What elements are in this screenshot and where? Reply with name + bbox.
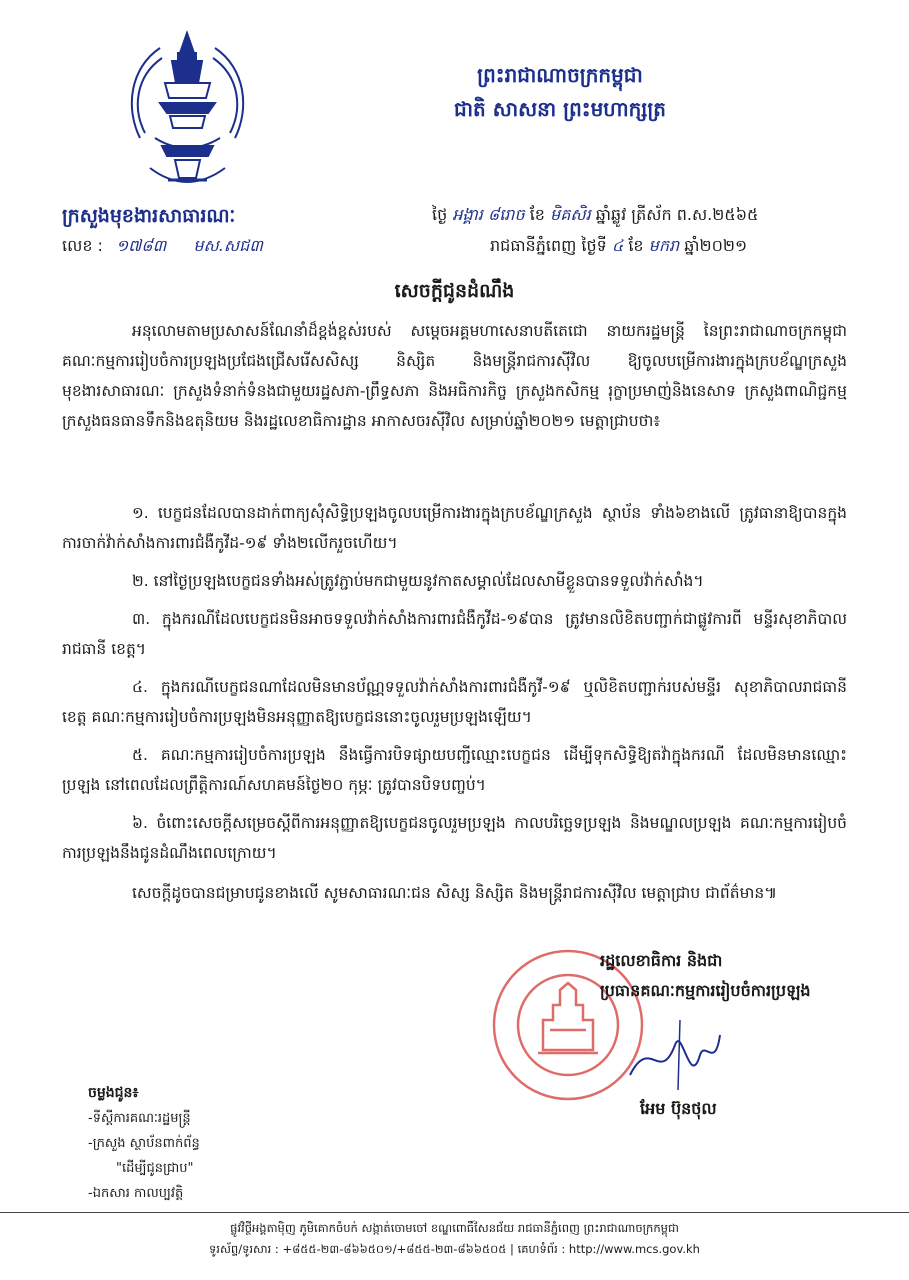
- solar-date-suffix: ឆ្នាំ២០២១: [684, 236, 748, 255]
- lunar-date-month-label: ខែ: [529, 205, 545, 224]
- intro-text: អនុលោមតាមប្រសាសន៍ណែនាំដ៏ខ្ពង់ខ្ពស់របស់ សម្ដេចអគ្គមហាសេនាបតីតេជោ នាយករដ្ឋមន្ត្រី នៃព្រះរាជាណាចក្រកម្ពុជា គណៈកម្មការរៀបចំការប្រឡងប្រជែងជ្រើសរើសសិស្ស និស្សិត និងមន្ត្រីរាជការស៊ីវិល ឱ្យចូលបម្រើការងារក្នុងក្របខ័ណ្ឌក្រសួងមុខងារសាធារណៈ ក្រសួងទំនាក់ទំនងជាមួយរដ្ឋសភា-ព្រឹទ្ធសភា និងអធិការកិច្ច ក្រសួងកសិកម្ម រុក្ខាប្រមាញ់និងនេសាទ ក្រសួងពាណិជ្ជកម្ម ក្រសួងធនធានទឹកនិងឧតុនិយម និងរដ្ឋលេខាធិការដ្ឋាន អាកាសចរស៊ីវិល សម្រាប់ឆ្នាំ២០២១ មេត្តាជ្រាបថា៖: [62, 322, 847, 430]
- lunar-date: [432, 204, 758, 228]
- footer: [0, 1218, 909, 1260]
- ministry-name: ក្រសួងមុខងារសាធារណៈ: [62, 205, 236, 227]
- solar-month-handwritten: មករា: [648, 236, 680, 255]
- kingdom-name: ព្រះរាជាណាចក្រកម្ពុជា: [477, 63, 643, 87]
- signatory-title-text: រដ្ឋលេខាធិការ និងជា: [600, 951, 723, 970]
- lunar-date-prefix: ថ្ងៃ: [432, 205, 448, 224]
- lunar-date-suffix: ឆ្នាំឆ្លូវ ត្រីស័ក ព.ស.២៥៦៥: [595, 205, 759, 224]
- solar-date: [490, 235, 747, 259]
- reference-value: ១៧៨៣: [116, 236, 167, 255]
- footer-divider: [0, 1212, 909, 1213]
- notice-item: ៦. ចំពោះសេចក្ដីសម្រេចស្ដីពីការអនុញ្ញាតឱ្យបេក្ខជនចូលរួមប្រឡង កាលបរិច្ឆេទប្រឡង និងមណ្ឌលប្រឡង គណៈកម្មការរៀបចំការប្រឡងនឹងជូនដំណឹងពេលក្រោយ។: [62, 814, 847, 862]
- signatory-name: អែម ប៊ុនថុល: [640, 1099, 717, 1118]
- cc-list: [88, 1106, 200, 1206]
- notice-item: ១. បេក្ខជនដែលបានដាក់ពាក្យសុំសិទ្ធិប្រឡងចូលបម្រើការងារក្នុងក្របខ័ណ្ឌក្រសួង ស្ថាប័ន ទាំង៦ខាងលើ ត្រូវធានាឱ្យបានក្នុងការចាក់វ៉ាក់សាំងការពារជំងឺកូវីដ-១៩ ទាំង២លើករួចហើយ។: [62, 504, 847, 552]
- lunar-month-handwritten: មិគសិរ: [550, 205, 591, 224]
- national-motto: ជាតិ សាសនា ព្រះមហាក្សត្រ: [454, 97, 666, 121]
- solar-date-month-label: ខែ: [628, 236, 644, 255]
- footer-address: ផ្លូវវិថ្ថីអង្គតាម៉ិញ ភូមិគោកចំបក់ សង្កាត់ចោមចៅ ខណ្ឌពោធិ៍សែនជ័យ រាជធានីភ្នំពេញ ព្រះរាជាណាចក្រកម្ពុជា: [230, 1221, 679, 1235]
- cc-item: -ឯកសារ កាលប្បវត្តិ: [88, 1186, 184, 1201]
- reference-suffix: មស.សជ៣: [193, 236, 263, 255]
- cc-title: ចម្លងជូន៖: [88, 1085, 139, 1101]
- solar-day-handwritten: ៤: [611, 236, 624, 255]
- intro-paragraph: [62, 316, 847, 436]
- notice-item: ៤. ក្នុងករណីបេក្ខជនណាដែលមិនមានប័ណ្ណទទួលវ៉ាក់សាំងការពារជំងឺកូវី-១៩ ឬលិខិតបញ្ជាក់របស់មន្ទីរ សុខាភិបាលរាជធានី ខេត្ត គណៈកម្មការរៀបចំការប្រឡងមិនអនុញ្ញាតឱ្យបេក្ខជននោះចូលរួមប្រឡងឡើយ។: [62, 678, 847, 726]
- reference-label: លេខ :: [62, 236, 103, 255]
- notice-items: [62, 498, 847, 876]
- reference-number: [62, 235, 277, 259]
- lunar-date-handwritten: អង្គារ ៨រោច: [452, 205, 525, 224]
- notice-item: ៣. ក្នុងករណីដែលបេក្ខជនមិនអាចទទួលវ៉ាក់សាំងការពារជំងឺកូវីដ-១៩បាន ត្រូវមានលិខិតបញ្ជាក់ជាផ្លូវការពី មន្ទីរសុខាភិបាលរាជធានី ខេត្ត។: [62, 610, 847, 658]
- royal-emblem-logo: [120, 28, 255, 198]
- closing-text: សេចក្ដីដូចបានជម្រាបជូនខាងលើ សូមសាធារណៈជន សិស្ស និស្សិត និងមន្ត្រីរាជការស៊ីវិល មេត្តាជ្រាប ជាព័ត៌មាន៕: [132, 884, 778, 902]
- closing-paragraph: [62, 878, 847, 908]
- handwritten-signature: [620, 1015, 730, 1095]
- footer-contact: ទូរស័ព្ទ/ទូរសារ : +៨៥៥-២៣-៨៦៦៥០១/+៨៥៥-២៣-៨៦៦៥០៥ | គេហទំព័រ : http://www.mcs.gov.kh: [209, 1242, 700, 1256]
- signatory-title-line1: [600, 950, 722, 974]
- solar-date-prefix: រាជធានីភ្នំពេញ ថ្ងៃទី: [490, 236, 607, 255]
- cc-item: -ទីស្ដីការគណៈរដ្ឋមន្ត្រី: [88, 1111, 191, 1126]
- notice-item: ៥. គណៈកម្មការរៀបចំការប្រឡង នឹងធ្វើការបិទផ្សាយបញ្ជីឈ្មោះបេក្ខជន ដើម្បីទុកសិទ្ធិឱ្យតវ៉ាក្នុងករណី ដែលមិនមានឈ្មោះប្រឡង នៅពេលដែលព្រឹត្តិការណ៍សហគមន៍ថ្ងៃ២០ កុម្ភៈ ត្រូវបានបិទបញ្ចប់។: [62, 746, 847, 794]
- cc-item: "ដើម្បីជូនជ្រាប": [116, 1161, 194, 1176]
- cc-item: -ក្រសួង ស្ថាប័នពាក់ព័ន្ធ: [88, 1136, 200, 1151]
- notice-item: ២. នៅថ្ងៃប្រឡងបេក្ខជនទាំងអស់ត្រូវភ្ជាប់មកជាមួយនូវកាតសម្គាល់ដែលសាមីខ្លួនបានទទួលវ៉ាក់សាំង។: [132, 572, 704, 590]
- signatory-title-line2: ប្រធានគណៈកម្មការរៀបចំការប្រឡង: [600, 981, 811, 1000]
- kingdom-header: [395, 58, 725, 126]
- document-title: សេចក្ដីជូនដំណឹង: [394, 280, 515, 302]
